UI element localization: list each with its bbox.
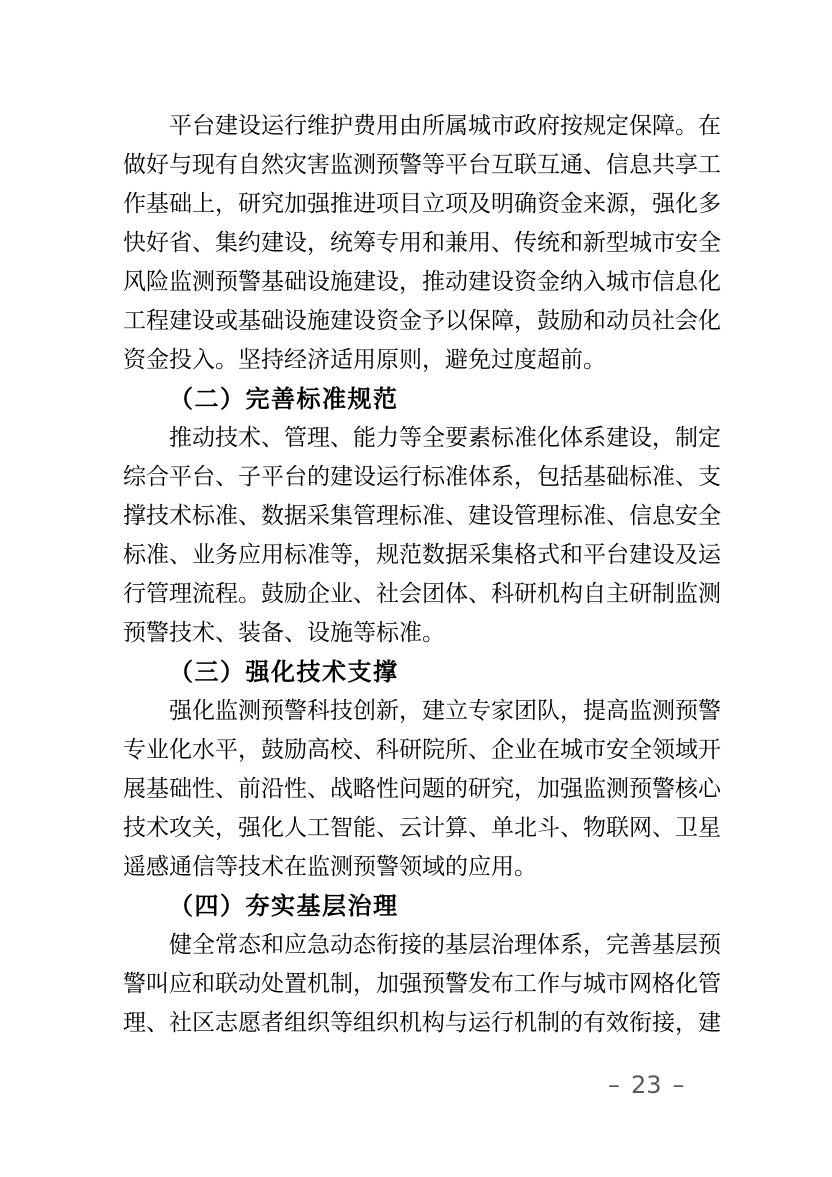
body-line: 综合平台、子平台的建设运行标准体系，包括基础标准、支 — [123, 464, 721, 490]
body-line: 健全常态和应急动态衔接的基层治理体系，完善基层预 — [169, 932, 721, 958]
footer-dash-right: – — [672, 1071, 685, 1099]
section-heading: （二）完善标准规范 — [169, 385, 399, 413]
body-line: 理、社区志愿者组织等组织机构与运行机制的有效衔接，建 — [123, 1010, 721, 1036]
body-line: 技术攻关，强化人工智能、云计算、单北斗、物联网、卫星 — [123, 815, 721, 841]
body-line: 快好省、集约建设，统筹专用和兼用、传统和新型城市安全 — [123, 230, 721, 256]
footer-dash-left: – — [608, 1071, 620, 1099]
body-line: 专业化水平，鼓励高校、科研院所、企业在城市安全领域开 — [123, 737, 721, 763]
body-line: 展基础性、前沿性、战略性问题的研究，加强监测预警核心 — [123, 776, 721, 802]
body-line: 风险监测预警基础设施建设，推动建设资金纳入城市信息化 — [123, 269, 721, 295]
section-heading: （四）夯实基层治理 — [169, 892, 399, 920]
body-line: 预警技术、装备、设施等标准。 — [123, 620, 445, 646]
body-line: 行管理流程。鼓励企业、社会团体、科研机构自主研制监测 — [123, 581, 721, 607]
body-line: 遥感通信等技术在监测预警领域的应用。 — [123, 854, 537, 880]
body-line: 资金投入。坚持经济适用原则，避免过度超前。 — [123, 347, 606, 373]
body-line: 强化监测预警科技创新，建立专家团队，提高监测预警 — [169, 698, 721, 724]
body-line: 标准、业务应用标准等，规范数据采集格式和平台建设及运 — [123, 542, 721, 568]
body-line: 做好与现有自然灾害监测预警等平台互联互通、信息共享工 — [123, 152, 721, 178]
body-line: 平台建设运行维护费用由所属城市政府按规定保障。在 — [169, 113, 721, 139]
body-line: 作基础上，研究加强推进项目立项及明确资金来源，强化多 — [123, 191, 721, 217]
body-line: 撑技术标准、数据采集管理标准、建设管理标准、信息安全 — [123, 503, 721, 529]
page-number: 23 — [631, 1071, 662, 1099]
body-line: 警叫应和联动处置机制，加强预警发布工作与城市网格化管 — [123, 971, 721, 997]
body-line: 推动技术、管理、能力等全要素标准化体系建设，制定 — [169, 425, 721, 451]
body-line: 工程建设或基础设施建设资金予以保障，鼓励和动员社会化 — [123, 308, 721, 334]
document-body — [123, 107, 720, 1043]
page-footer — [608, 1071, 685, 1099]
section-heading: （三）强化技术支撑 — [169, 658, 399, 686]
